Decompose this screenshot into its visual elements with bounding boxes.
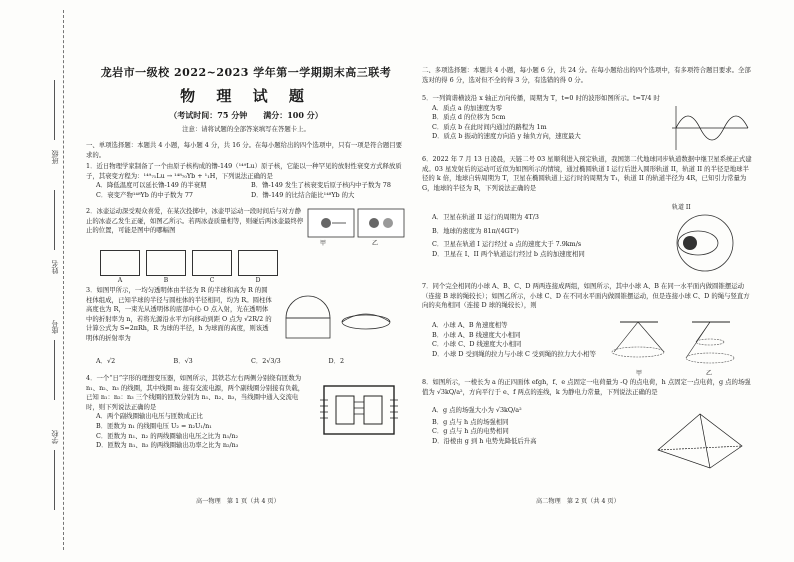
q7-option-d: D．小球 D 受到绳的拉力与小球 C 受到绳的拉力大小相等 [432, 349, 596, 358]
question-3 [86, 286, 272, 344]
cylinder [286, 318, 330, 338]
exam-note: 注意：请将试题的全部答案填写在答题卡上。 [182, 125, 310, 133]
q4-option-d: D．匝数为 n₁、n₃ 的两线圈输出功率之比为 n₂/n₃ [96, 441, 239, 450]
q8-tetrahedron-figure [650, 410, 750, 480]
q8-options [422, 406, 612, 446]
q7-fig-a-label: 甲 [636, 370, 643, 377]
earth-icon [683, 236, 697, 250]
q1-option-b: B．镥-149 发生了核衰变后原子核内中子数为 78 [251, 181, 391, 190]
q1-option-d: D．镥-149 的比结合能比¹⁴⁸Yb 的大 [251, 190, 355, 199]
name-label: 姓名 [51, 260, 59, 274]
q2-option-c[interactable]: C [192, 250, 232, 276]
section-ellipse [342, 315, 390, 329]
q2-fig-b-frame [358, 209, 404, 237]
q8-option-b: B．g 点与 h 点的场强相同 [432, 417, 509, 426]
q2-fig-b-label: 乙 [372, 240, 379, 247]
seat-line [54, 340, 55, 400]
q3-option-b: B．√3 [173, 357, 193, 365]
q6-stem: 6．2022 年 7 月 13 日凌晨，天链二号 03 星顺利进入预定轨道，我国第二代地球同步轨道数据中继卫星系统正式建成。03 星发射后的运动可近似为如图所示的情境，通过椭圆轨道 I 运行后进入圆形轨道 II，轨道 II 的半径是地球半径的 k 倍，地球自转周期为 T，卫星在椭圆轨道上运行时的周期为 T₁，轨道 II 的轨道半径为 4R，已知引力常量为 G，地球的半径为 R，下列说法正确的是 [422, 155, 752, 192]
q8-option-d: D．沿棱由 g 到 h 电势先降低后升高 [432, 436, 537, 445]
q6-options [422, 213, 662, 259]
q3-option-a: A．√2 [96, 357, 116, 365]
section1-title: 一、单项选择题：本题共 4 小题，每小题 4 分，共 16 分。在每小题给出的四个选项中，只有一项是符合题目要求的。 [86, 141, 403, 159]
name-line [54, 190, 55, 250]
q6-option-c: C．卫星在轨道 I 运行经过 a 点的速度大于 7.9km/s [432, 240, 582, 249]
q2-option-a[interactable]: A [100, 250, 140, 276]
q2-fig-a-label: 甲 [320, 240, 327, 247]
q3-options [86, 357, 406, 367]
question-8 [422, 378, 752, 397]
binding-strip [6, 10, 76, 550]
q2-option-d[interactable]: D [238, 250, 278, 276]
left-footer: 高一物理 第 1 页（共 4 页） [196, 498, 280, 505]
q4-stem: 4．一个“日”字形的理想变压器，如图所示，其铁芯左右两侧分别绕有匝数为 n₁、n₂、n₃ 的线圈，其中线圈 n₁ 接有交流电源，两个副线圈分别接有负载，已知 n₁：n₂：n₃ 三个线圈的匝数分别为 n₁、n₂、n₃，当线圈中通入交流电时，则下列说法正确的是 [86, 374, 305, 411]
subject-title: 物 理 试 题 [180, 87, 312, 105]
question-1 [86, 162, 406, 200]
curling-stone-a [321, 218, 331, 228]
transformer-core [324, 386, 394, 434]
q5-option-d: D．质点 b 振动的速度方向沿 y 轴负方向，速度最大 [432, 132, 581, 141]
q7-option-a: A．小球 A、B 角速度相等 [432, 321, 508, 329]
circle-ab [612, 347, 664, 357]
q4-option-b: B．匝数为 n₁ 的线圈电压 U₂ = n₂U₁/n₁ [96, 421, 212, 430]
q1-stem: 1．近日物理学家制备了一个由原子核构成的镥-149（¹⁴⁹Lu）原子核，它能以一种罕见的放射性衰变方式释放质子，其衰变方程为：¹⁴⁹₇₁Lu → ¹⁴⁸₇₀Yb + ¹₁H，下列说法正确的是 [86, 162, 402, 180]
q5-wave-figure [668, 104, 750, 152]
q6-orbit-figure [660, 205, 750, 275]
binding-dashed-line [63, 10, 64, 550]
q2-stem: 2．冰壶运动深受观众喜爱，在某次投掷中，冰壶甲运动一段时间后与对方静止的冰壶乙发生正碰，如图乙所示。若两冰壶质量相等，则碰后两冰壶最终停止的位置，可能是图中的哪幅图 [86, 207, 304, 235]
q1-option-a: A．降低温度可以延长镥-149 的半衰期 [96, 181, 207, 190]
q2-option-b[interactable]: B [146, 250, 186, 276]
hemisphere [286, 296, 330, 318]
q3-figure [276, 286, 396, 346]
tetrahedron-outline [658, 414, 742, 468]
class-label: 班级 [51, 150, 59, 164]
q1-option-c: C．衰变产物¹⁴⁸Yb 的中子数为 77 [96, 190, 193, 199]
q6-fig-label: 轨道 II [672, 204, 691, 211]
coil-n2 [354, 402, 364, 414]
q8-option-c: C．g 点与 h 点的电势相同 [432, 427, 509, 436]
class-line [54, 80, 55, 140]
q7-options [422, 321, 622, 359]
q7-option-c: C．小球 C、D 线速度大小相同 [432, 340, 522, 349]
q6-option-d: D．卫星在 I、II 两个轨道运行经过 b 点的加速度相同 [432, 249, 585, 258]
string-d [686, 322, 710, 358]
exam-header [86, 64, 406, 133]
school-title: 龙岩市一级校 2022~2023 学年第一学期期末高三联考 [100, 66, 392, 79]
q3-option-d: D．2 [328, 357, 345, 365]
q7-option-b: B．小球 A、B 线速度大小相同 [432, 330, 521, 339]
school-label: 学校 [51, 430, 59, 444]
q4-option-c: C．匝数为 n₁、n₂ 的两线圈输出电压之比为 n₁/n₂ [96, 431, 239, 440]
q4-transformer-figure [314, 380, 404, 440]
seat-label: 座号 [51, 320, 59, 334]
q7-conical-pendulum-figure [600, 318, 750, 368]
q8-option-a: A．g 点的场强大小为 √3kQ/a² [432, 406, 522, 414]
curling-stone-b [369, 218, 379, 228]
q5-stem: 5．一列简谐横波沿 x 轴正方向传播，周期为 T，t=0 时的波形如图所示。t=T/4 时 [422, 94, 660, 102]
question-6 [422, 155, 752, 193]
question-4 [86, 374, 306, 451]
q6-option-a: A．卫星在轨道 II 运行的周期为 4T/3 [432, 213, 539, 221]
circle-d [686, 353, 734, 363]
q8-stem: 8．如图所示，一棱长为 a 的正四面体 efgh，f、e 点固定一电荷量为 -Q 的点电荷，h 点固定一点电荷，g 点的场强值为 √3kQ/a²，方向平行于 e、f 两点的连线，k 为静电力常量，下列说法正确的是 [422, 378, 751, 396]
section2-title: 二、多项选择题：本题共 4 小题，每小题 6 分，共 24 分。在每小题给出的四个选项中，有多项符合题目要求。全部选对的得 6 分，选对但不全的得 3 分，有选错的得 0 分。 [422, 66, 751, 84]
question-5 [422, 94, 662, 142]
core-window-right [364, 396, 382, 424]
q4-option-a: A．两个副线圈输出电压与匝数成正比 [96, 412, 203, 421]
question-2 [86, 207, 304, 236]
q6-option-b: B．地球的密度为 81π/(4GT²) [432, 226, 519, 235]
exam-time: （考试时间：75 分钟 满分：100 分） [169, 110, 323, 120]
tetrahedron-edge-hidden [658, 446, 742, 450]
q5-option-a: A．质点 a 的加速度为零 [432, 103, 503, 112]
core-window-left [336, 396, 354, 424]
q5-option-c: C．质点 b 在此时间内通过的路程为 1m [432, 122, 547, 131]
q2-options [100, 250, 278, 284]
right-footer: 高二物理 第 2 页（共 4 页） [536, 498, 620, 505]
q3-stem: 3．如图甲所示，一均匀透明体由半径为 R 的半球和高为 R 的圆柱体组成，已知半球的半径与圆柱体的半径相同，均为 R。圆柱体高度也为 R，一束光从透明体的底部中心 O 点入射，光在透明体中的折射率为 n，若将光源沿水平方向移动到距 O 点为 √2R/2 的计算公式为 S=2πRh，R 为球的半径，h 为球面的高度，则该透明体的折射率为 [86, 286, 272, 342]
curling-stone-c [383, 218, 393, 228]
q7-fig-b-label: 乙 [706, 370, 713, 377]
q5-option-b: B．质点 d 的位移为 5cm [432, 113, 506, 122]
tetrahedron-edge-1 [700, 414, 710, 468]
circle-c [696, 339, 724, 345]
question-7 [422, 282, 752, 311]
q7-stem: 7．同个完全相同的小球 A、B、C、D 两两连接成两组，如图所示，其中小球 A、B 在同一水平面内做圆锥摆运动（连接 B 球的绳较长）；如图乙所示，小球 C、D 在不同水平面内做圆锥摆运动，但是连接小球 C、D 的绳与竖直方向的夹角相同（连接 D 球的绳较长），则 [422, 282, 750, 310]
q3-option-c: C．2√3/3 [251, 357, 281, 365]
school-line [54, 450, 55, 510]
